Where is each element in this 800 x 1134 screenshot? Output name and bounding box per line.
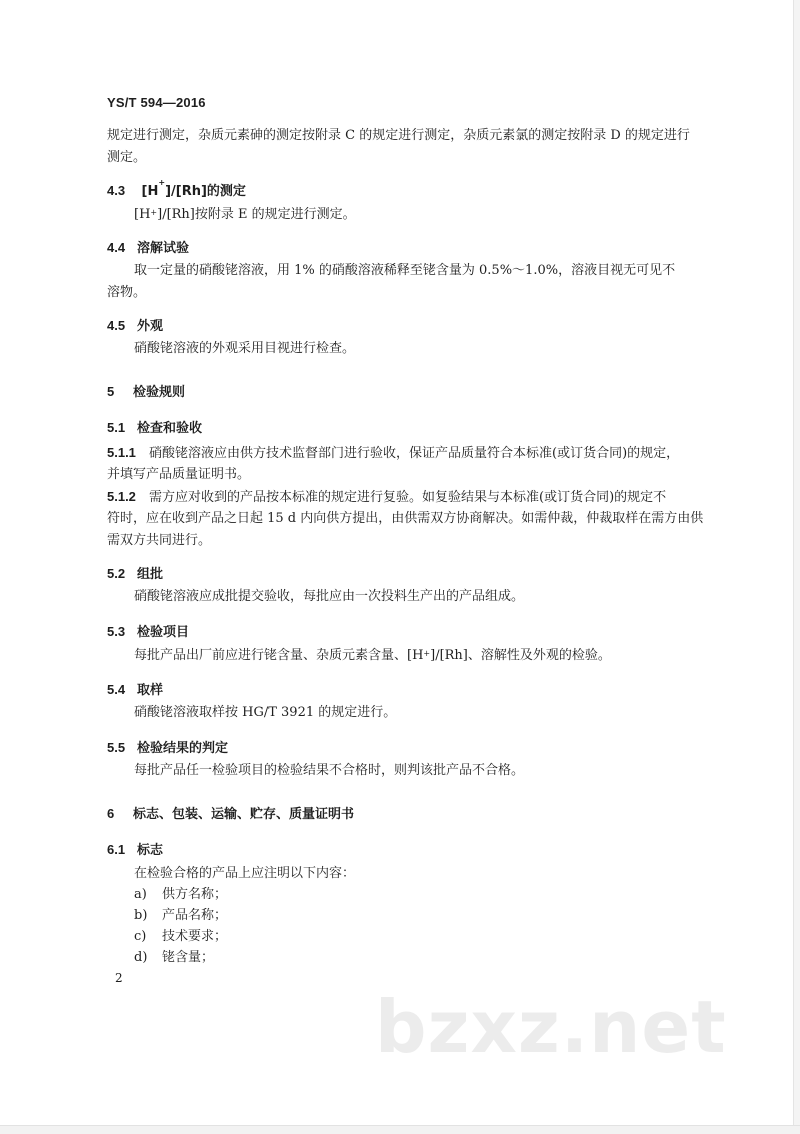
- heading-5-2: 5.2 组批: [107, 566, 164, 582]
- page-bottom-edge: [0, 1125, 800, 1134]
- heading-5-5: 5.5 检验结果的判定: [107, 740, 229, 756]
- list-marker: b): [134, 908, 148, 923]
- paragraph-4-5: 硝酸铑溶液的外观采用目视进行检查。: [134, 341, 356, 356]
- paragraph-6-1-intro: 在检验合格的产品上应注明以下内容：: [134, 866, 356, 881]
- list-item: b) 产品名称；: [134, 905, 227, 927]
- clause-5-1-2-line-3: 需双方共同进行。: [107, 533, 212, 548]
- clause-5-1-2-line-2: 符时，应在收到产品之日起 15 d 内向供方提出，由供需双方协商解决。如需仲裁，仲裁取样在需方由供: [107, 511, 704, 526]
- paragraph-4-4-line-2: 溶物。: [107, 285, 147, 300]
- list-item: d) 铑含量；: [134, 947, 214, 969]
- heading-4-5: 4.5 外观: [107, 318, 164, 334]
- clause-number: 5.1.2: [107, 489, 136, 504]
- heading-4-3: 4.3 [H+]/[Rh]的测定: [107, 178, 246, 199]
- standard-code: YS/T 594—2016: [107, 95, 206, 110]
- continuation-line-1: 规定进行测定，杂质元素砷的测定按附录 C 的规定进行测定，杂质元素氯的测定按附录 D 的规定进行: [107, 128, 690, 143]
- clause-5-1-2-line-1: 5.1.2 需方应对收到的产品按本标准的规定进行复验。如复验结果与本标准(或订货合同)的规定不: [107, 486, 666, 509]
- paragraph-4-3: [H+]/[Rh]按附录 E 的规定进行测定。: [134, 207, 356, 222]
- heading-6-1: 6.1 标志: [107, 842, 164, 858]
- paragraph-5-5: 每批产品任一检验项目的检验结果不合格时，则判该批产品不合格。: [134, 763, 525, 778]
- heading-5-3: 5.3 检验项目: [107, 624, 190, 640]
- clause-5-1-1-line-2: 并填写产品质量证明书。: [107, 467, 251, 482]
- paragraph-5-2: 硝酸铑溶液应成批提交验收，每批应由一次投料生产出的产品组成。: [134, 589, 525, 604]
- clause-5-1-1-line-1: 5.1.1 硝酸铑溶液应由供方技术监督部门进行验收，保证产品质量符合本标准(或订货合同)的规定，: [107, 442, 679, 465]
- paragraph-5-4: 硝酸铑溶液取样按 HG/T 3921 的规定进行。: [134, 705, 397, 720]
- heading-5-4: 5.4 取样: [107, 682, 164, 698]
- paragraph-4-4-line-1: 取一定量的硝酸铑溶液，用 1% 的硝酸溶液稀释至铑含量为 0.5%～1.0%，溶液目视无可见不: [134, 263, 676, 278]
- heading-6: 6 标志、包装、运输、贮存、质量证明书: [107, 806, 355, 822]
- list-marker: d): [134, 950, 148, 965]
- list-marker: a): [134, 887, 147, 902]
- heading-number: 4.3: [107, 183, 126, 198]
- heading-4-4: 4.4 溶解试验: [107, 240, 190, 256]
- page-number: 2: [115, 971, 123, 985]
- list-item: c) 技术要求；: [134, 926, 227, 948]
- heading-5-1: 5.1 检查和验收: [107, 420, 203, 436]
- page-edge: [793, 0, 800, 1134]
- list-marker: c): [134, 929, 147, 944]
- watermark: bzxz.net: [375, 985, 727, 1069]
- paragraph-5-3: 每批产品出厂前应进行铑含量、杂质元素含量、[H+]/[Rh]、溶解性及外观的检验。: [134, 648, 611, 663]
- continuation-line-2: 测定。: [107, 150, 147, 165]
- list-item: a) 供方名称；: [134, 884, 227, 906]
- clause-number: 5.1.1: [107, 445, 136, 460]
- heading-5: 5 检验规则: [107, 384, 186, 400]
